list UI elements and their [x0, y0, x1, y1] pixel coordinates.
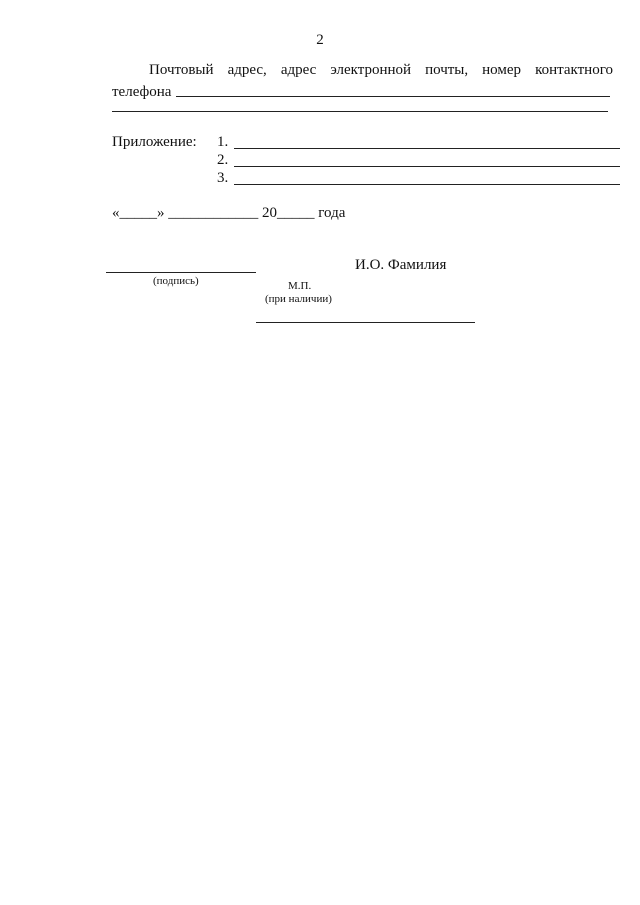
contact-word: Почтовый — [149, 62, 214, 78]
attachment-fill-line-2[interactable] — [234, 166, 620, 167]
page-number: 2 — [316, 32, 324, 48]
contact-word: номер — [482, 62, 522, 78]
contact-fill-line-1[interactable] — [176, 96, 610, 97]
contact-label-line — [149, 62, 613, 79]
stamp-line[interactable] — [256, 322, 475, 323]
signature-caption: (подпись) — [153, 275, 199, 287]
attachment-fill-line-1[interactable] — [234, 148, 620, 149]
attachment-number: 3. — [217, 170, 229, 186]
contact-word: почты, — [425, 62, 469, 78]
contact-word: адрес, — [227, 62, 267, 78]
stamp-note: (при наличии) — [265, 293, 332, 305]
contact-word: электронной — [330, 62, 412, 78]
contact-fill-line-2[interactable] — [112, 111, 608, 112]
signature-line[interactable] — [106, 272, 256, 273]
phone-label: телефона — [112, 84, 172, 100]
attachment-number: 2. — [217, 152, 229, 168]
attachment-number: 1. — [217, 134, 229, 150]
signatory-name: И.О. Фамилия — [355, 257, 447, 273]
contact-word: контактного — [535, 62, 613, 78]
attachments-label: Приложение: — [112, 134, 197, 150]
date-line[interactable]: «_____» ____________ 20_____ года — [112, 205, 346, 221]
stamp-label: М.П. — [288, 280, 312, 292]
attachment-fill-line-3[interactable] — [234, 184, 620, 185]
contact-word: адрес — [280, 62, 317, 78]
